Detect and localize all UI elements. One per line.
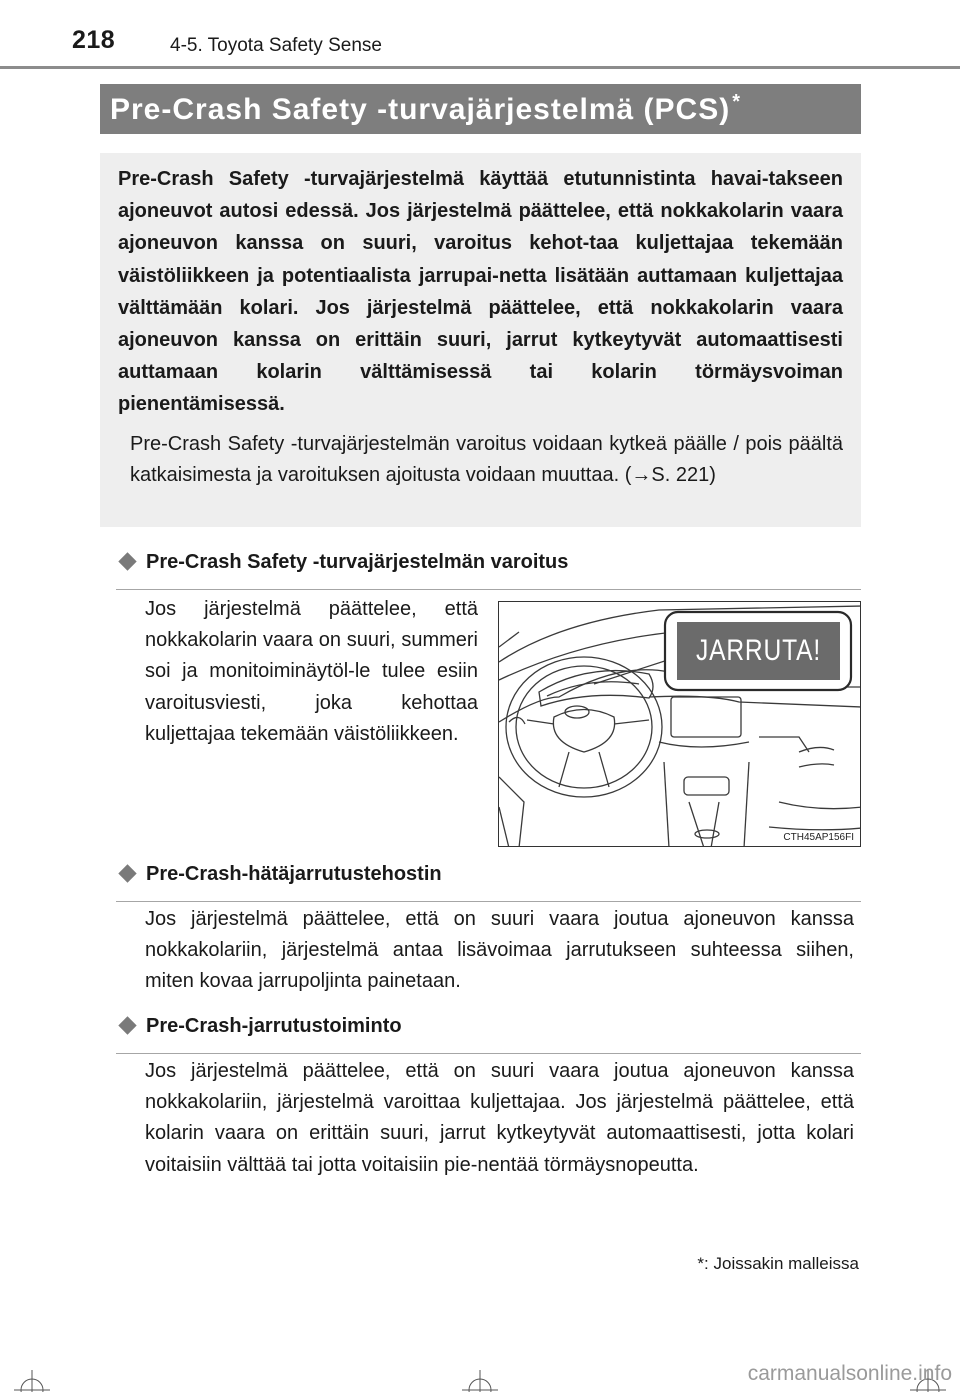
section-heading-braking bbox=[116, 1014, 861, 1054]
section-text-braking: Jos järjestelmä päättelee, että on suuri vaara joutua ajoneuvon kanssa nokkakolariin, järjestelmä varoittaa kuljettajaa. Jos järjestelmä päättelee, että kolarin vaara on erittäin suuri, jarrut kytkeytyvät automaattisesti, jotta kolari voitaisiin välttää tai jotta voitaisiin pie-nentää törmäysnopeutta. bbox=[145, 1060, 854, 1176]
warning-message: JARRUTA! bbox=[695, 634, 821, 667]
running-header: 4-5. Toyota Safety Sense bbox=[170, 35, 382, 56]
diamond-icon bbox=[118, 552, 136, 570]
registration-mark-icon bbox=[14, 1360, 50, 1392]
page-title bbox=[110, 91, 741, 127]
footnote bbox=[697, 1254, 859, 1274]
section-heading-brake-assist bbox=[116, 862, 861, 902]
intro-bold-text: Pre-Crash Safety -turvajärjestelmä käyttää etutunnistinta havai-takseen ajoneuvot autosi edessä. Jos järjestelmä päättelee, että nokkakolarin vaara ajoneuvon kanssa on suuri, varoitus kehot-taa kuljettajaa tekemään väistöliikkeen ja potentiaalista jarrupai-netta lisätään auttamaan kuljettajaa välttämään kolari. Jos järjestelmä päättelee, että nokkakolarin vaara ajoneuvon kanssa on erittäin suuri, jarrut kytkeytyvät automaattisesti auttamaan kolarin välttämisessä tai kolarin törmäysvoiman pienentämisessä. bbox=[118, 168, 843, 416]
page-number: 218 bbox=[72, 26, 116, 54]
section-heading-warning bbox=[116, 550, 861, 590]
title-bar bbox=[100, 84, 861, 134]
footnote-text: : Joissakin malleissa bbox=[704, 1254, 859, 1273]
section-text-brake-assist: Jos järjestelmä päättelee, että on suuri vaara joutua ajoneuvon kanssa nokkakolariin, järjestelmä antaa lisävoimaa jarrutukseen suhteessa siihen, miten kovaa jarrupoljinta painetaan. bbox=[145, 908, 854, 993]
page-title-text: Pre-Crash Safety -turvajärjestelmä (PCS) bbox=[110, 93, 731, 126]
header-rule bbox=[0, 66, 960, 69]
watermark[interactable]: carmanualsonline.info bbox=[747, 1362, 952, 1385]
section-title: Pre-Crash-jarrutustoiminto bbox=[146, 1015, 402, 1037]
diamond-icon bbox=[118, 1016, 136, 1034]
section-title: Pre-Crash-hätäjarrutustehostin bbox=[146, 863, 442, 885]
intro-box bbox=[100, 153, 861, 527]
intro-note-text: Pre-Crash Safety -turvajärjestelmän varoitus voidaan kytkeä päälle / pois päältä katkaisimesta ja varoituksen ajoitusta voidaan muuttaa. (→S. 221) bbox=[130, 432, 843, 486]
title-footnote-mark: * bbox=[732, 91, 742, 113]
diamond-icon bbox=[118, 864, 136, 882]
dashboard-figure bbox=[498, 601, 861, 847]
footnote-mark: * bbox=[697, 1254, 705, 1273]
registration-mark-icon bbox=[462, 1360, 498, 1392]
figure-code: CTH45AP156FI bbox=[783, 832, 854, 843]
section-text-warning: Jos järjestelmä päättelee, että nokkakolarin vaara on suuri, summeri soi ja monitoiminäytöl-le tulee esiin varoitusviesti, joka kehottaa kuljettajaa tekemään väistöliikkeen. bbox=[145, 598, 478, 745]
section-title: Pre-Crash Safety -turvajärjestelmän varoitus bbox=[146, 551, 569, 573]
